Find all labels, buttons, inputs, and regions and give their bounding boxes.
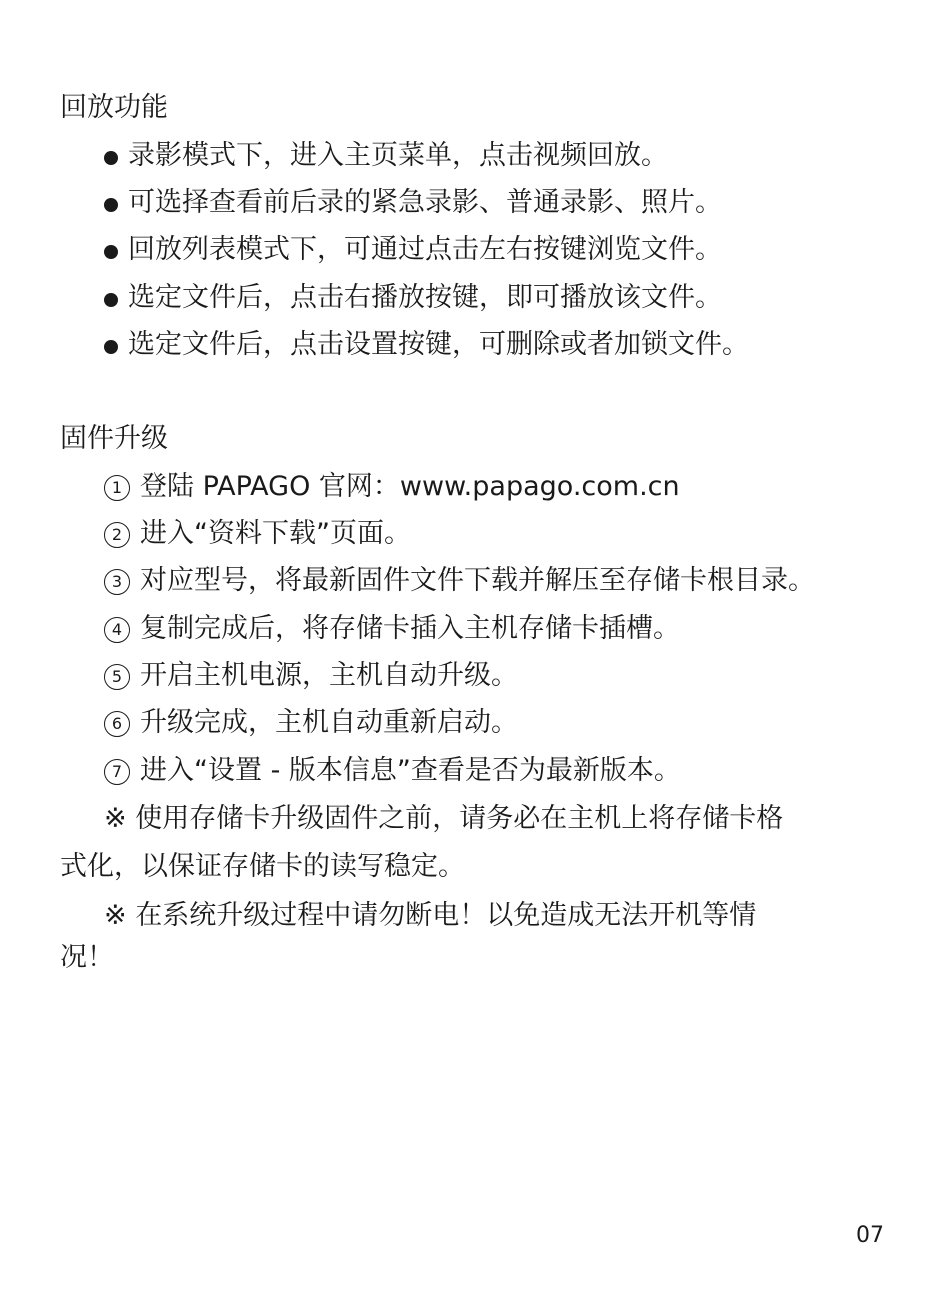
playback-heading: 回放功能: [60, 92, 168, 123]
playback-item: [104, 280, 722, 316]
playback-item-text: 可选择查看前后录的紧急录影、普通录影、照片。: [128, 187, 722, 218]
page-number: 07: [856, 1223, 884, 1248]
firmware-step: [104, 563, 815, 599]
circled-number-icon: 1: [104, 475, 130, 501]
note-2-line-2: 况！: [60, 942, 114, 973]
note-1-line-2: 式化，以保证存储卡的读写稳定。: [60, 851, 465, 882]
firmware-step: [104, 705, 518, 741]
bullet-dot-icon: [104, 293, 118, 307]
firmware-step-text: 升级完成，主机自动重新启动。: [140, 707, 518, 738]
bullet-dot-icon: [104, 245, 118, 259]
playback-item: [104, 232, 722, 268]
circled-number-icon: 7: [104, 759, 130, 785]
bullet-dot-icon: [104, 151, 118, 165]
playback-item: [104, 185, 722, 221]
playback-item: [104, 327, 749, 363]
circled-number-icon: 5: [104, 664, 130, 690]
playback-item-text: 选定文件后，点击设置按键，可删除或者加锁文件。: [128, 329, 749, 360]
note-1-line-1: ※ 使用存储卡升级固件之前，请务必在主机上将存储卡格: [104, 803, 784, 834]
circled-number-icon: 6: [104, 711, 130, 737]
circled-number-icon: 3: [104, 569, 130, 595]
circled-number-icon: 2: [104, 522, 130, 548]
firmware-step-text: 进入“资料下载”页面。: [140, 518, 411, 549]
firmware-step: [104, 469, 680, 505]
firmware-step: [104, 658, 518, 694]
playback-item-text: 选定文件后，点击右播放按键，即可播放该文件。: [128, 282, 722, 313]
bullet-dot-icon: [104, 198, 118, 212]
playback-item-text: 录影模式下，进入主页菜单，点击视频回放。: [128, 140, 668, 171]
firmware-step: [104, 753, 681, 789]
bullet-dot-icon: [104, 340, 118, 354]
firmware-step-text: 对应型号，将最新固件文件下载并解压至存储卡根目录。: [140, 565, 815, 596]
firmware-step-text: 开启主机电源，主机自动升级。: [140, 660, 518, 691]
firmware-step: [104, 516, 411, 552]
firmware-step: [104, 611, 680, 647]
playback-item-text: 回放列表模式下，可通过点击左右按键浏览文件。: [128, 234, 722, 265]
playback-item: [104, 138, 668, 174]
circled-number-icon: 4: [104, 617, 130, 643]
firmware-step-text: 登陆 PAPAGO 官网：www.papago.com.cn: [140, 471, 680, 502]
note-2-line-1: ※ 在系统升级过程中请勿断电！以免造成无法开机等情: [104, 900, 757, 931]
firmware-step-text: 进入“设置 - 版本信息”查看是否为最新版本。: [140, 755, 681, 786]
firmware-step-text: 复制完成后，将存储卡插入主机存储卡插槽。: [140, 613, 680, 644]
firmware-heading: 固件升级: [60, 423, 168, 454]
